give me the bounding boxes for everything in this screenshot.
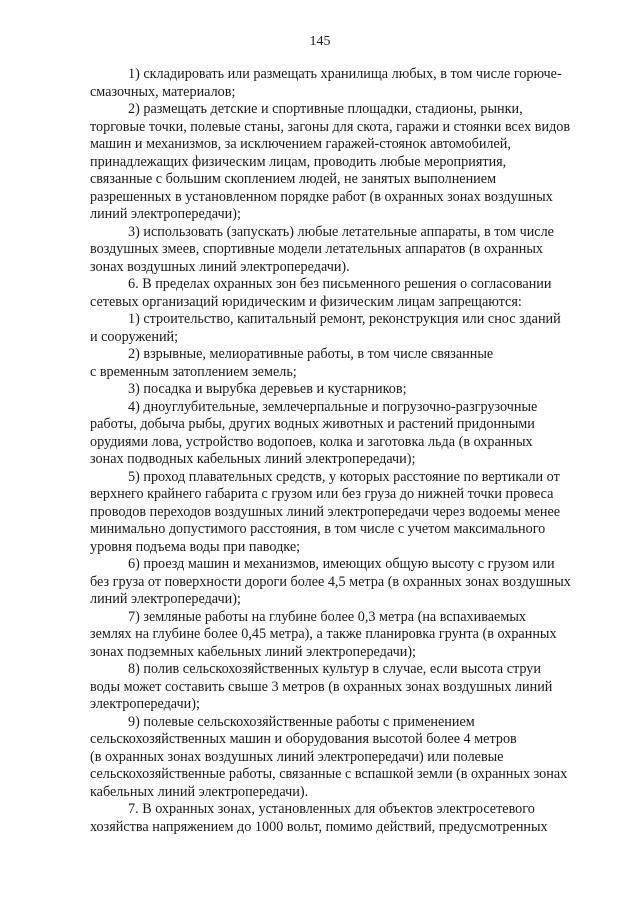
page-number: 145	[309, 34, 331, 49]
paragraph-6-4: 4) дноуглубительные, землечерпальные и погрузочно-разгрузочные работы, добыча рыбы, других водных животных и растений придонными орудиями лова, устройство водопоев, колка и заготовка льда (в охранных зонах подводных кабельных линий электропередачи);	[90, 398, 538, 467]
paragraph-7: 7. В охранных зонах, установленных для объектов электросетевого хозяйства напряжением до 1000 вольт, помимо действий, предусмотренных	[90, 801, 548, 835]
paragraph-6-8: 8) полив сельскохозяйственных культур в случае, если высота струи воды может составить свыше 3 метров (в охранных зонах воздушных линий электропередачи);	[90, 661, 553, 712]
paragraph-6-7: 7) земляные работы на глубине более 0,3 метра (на вспахиваемых землях на глубине более 0,45 метра), а также планировка грунта (в охранных зонах подземных кабельных линий электропередачи);	[90, 608, 557, 660]
paragraph-6-1: 1) строительство, капитальный ремонт, реконструкция или снос зданий и сооружений;	[90, 311, 561, 345]
document-body	[90, 66, 596, 836]
paragraph-1-1: 1) складировать или размещать хранилища любых, в том числе горюче- смазочных, материалов;	[90, 66, 562, 100]
paragraph-6: 6. В пределах охранных зон без письменного решения о согласовании сетевых организаций юридическим и физическим лицам запрещаются:	[90, 276, 552, 310]
paragraph-6-5: 5) проход плавательных средств, у которых расстояние по вертикали от верхнего крайнего габарита с грузом или без груза до нижней точки провеса проводов переходов воздушных линий электропередачи через водоемы менее минимально допустимого расстояния, в том числе с учетом максимального уровня подъема воды при паводке;	[90, 468, 561, 555]
paragraph-6-6: 6) проезд машин и механизмов, имеющих общую высоту с грузом или без груза от поверхности дороги более 4,5 метра (в охранных зонах воздушных линий электропередачи);	[90, 556, 571, 607]
paragraph-1-3: 3) использовать (запускать) любые летательные аппараты, в том числе воздушных змеев, спортивные модели летательных аппаратов (в охранных зонах воздушных линий электропередачи).	[90, 223, 554, 275]
paragraph-6-2: 2) взрывные, мелиоративные работы, в том числе связанные с временным затоплением земель;	[90, 346, 494, 380]
paragraph-6-3: 3) посадка и вырубка деревьев и кустарников;	[128, 381, 407, 397]
paragraph-6-9: 9) полевые сельскохозяйственные работы с применением сельскохозяйственных машин и оборудования высотой более 4 метров (в охранных зонах воздушных линий электропередачи) или полевые сельскохозяйственные работы, связанные с вспашкой земли (в охранных зонах кабельных линий электропередачи).	[90, 713, 568, 800]
paragraph-1-2: 2) размещать детские и спортивные площадки, стадионы, рынки, торговые точки, полевые станы, загоны для скота, гаражи и стоянки всех видов машин и механизмов, за исключением гаражей-стоянок автомобилей, принадлежащих физическим лицам, проводить любые мероприятия, связанные с большим скоплением людей, не занятых выполнением разрешенных в установленном порядке работ (в охранных зонах воздушных линий электропередачи);	[90, 101, 571, 222]
